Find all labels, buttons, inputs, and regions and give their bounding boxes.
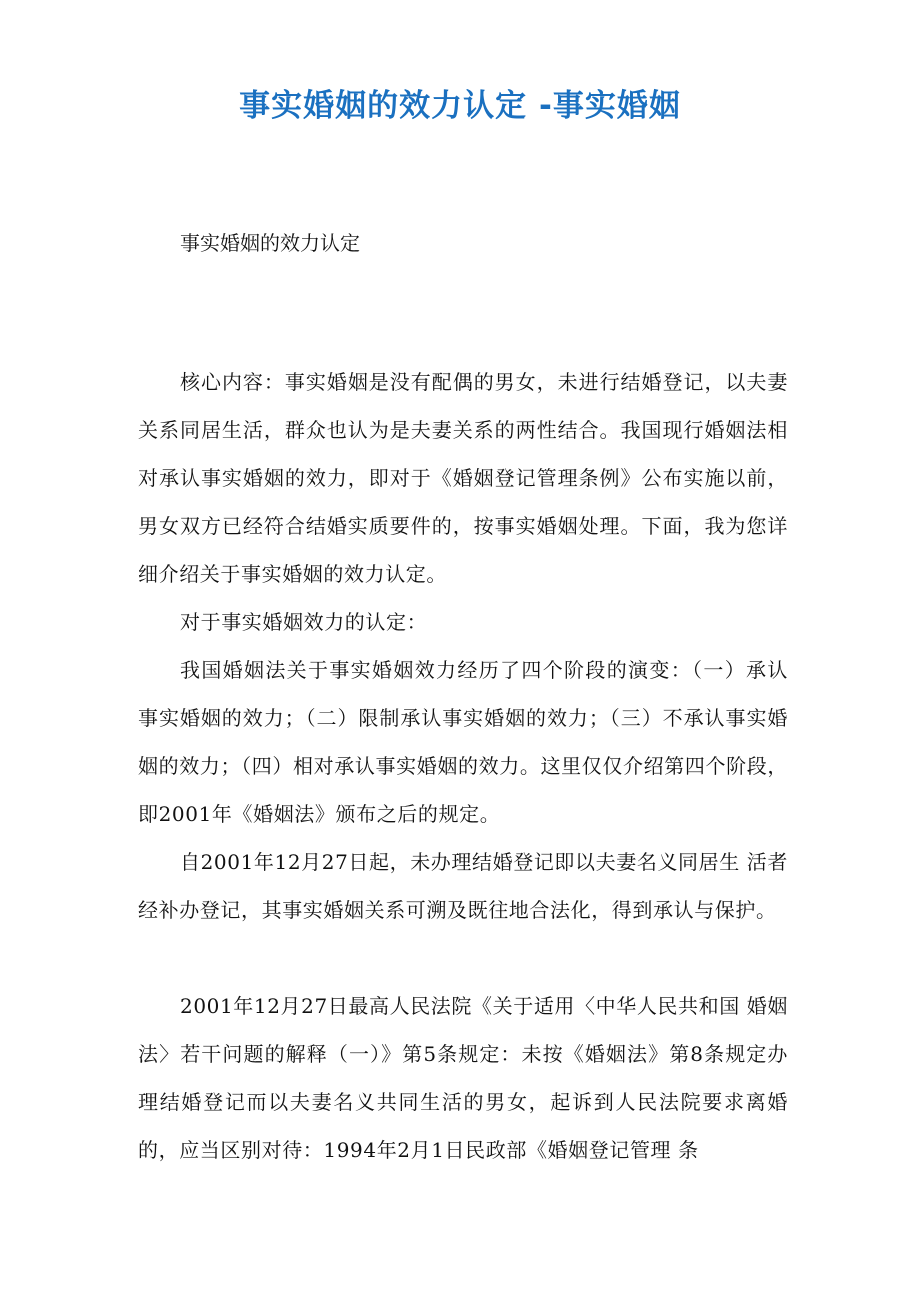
paragraph-validity-intro: 对于事实婚姻效力的认定：: [180, 610, 428, 634]
paragraph-2001-rule: 自2001年12月27日起，未办理结婚登记即以夫妻名义同居生 活者经补办登记，其事实婚姻关系可溯及既往地合法化，得到承认与保护。: [138, 850, 788, 922]
paragraph-core-content: 核心内容：事实婚姻是没有配偶的男女，未进行结婚登记，以夫妻关系同居生活，群众也认为是夫妻关系的两性结合。我国现行婚姻法相对承认事实婚姻的效力，即对于《婚姻登记管理条例》公布实施以前，男女双方已经符合结婚实质要件的，按事实婚姻处理。下面，我为您详细介绍关于事实婚姻的效力认定。: [138, 370, 788, 586]
paragraph-four-stages: 我国婚姻法关于事实婚姻效力经历了四个阶段的演变：（一）承认 事实婚姻的效力；（二）限制承认事实婚姻的效力；（三）不承认事实婚 姻的效力；（四）相对承认事实婚姻的效力。这里仅仅介绍第四个阶段， 即2001年《婚姻法》颁布之后的规定。: [138, 658, 788, 826]
document-title: 事实婚姻的效力认定 -事实婚姻: [239, 88, 681, 124]
paragraph-judicial-interpretation: 2001年12月27日最高人民法院《关于适用〈中华人民共和国 婚姻法〉若干问题的解释（一）》第5条规定：未按《婚姻法》第8条规定办理结婚登记而以夫妻名义共同生活的男女，起诉到人民法院要求离婚的，应当区别对待：1994年2月1日民政部《婚姻登记管理 条: [138, 994, 788, 1162]
document-subtitle: 事实婚姻的效力认定: [180, 231, 360, 255]
